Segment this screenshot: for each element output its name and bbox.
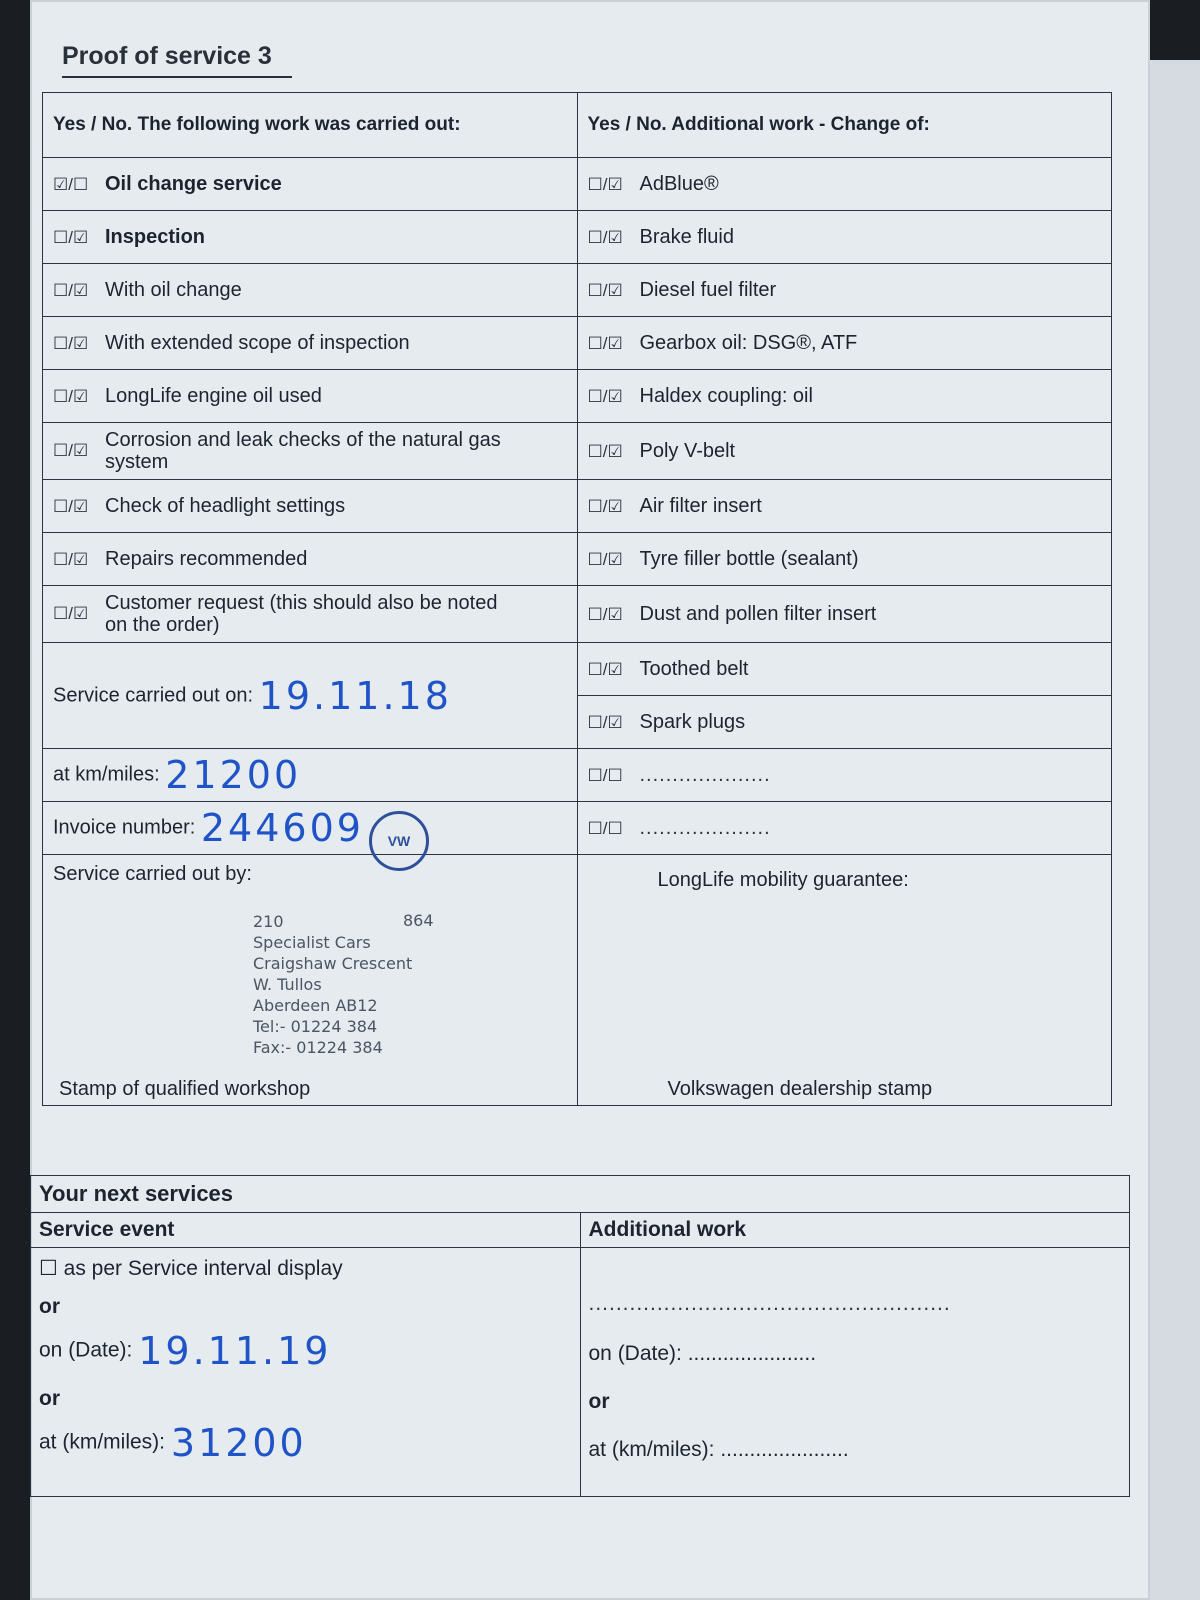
checkbox-pair[interactable]: ☐/☑ xyxy=(53,441,89,461)
work-item-repairs: ☐/☑ Repairs recommended xyxy=(43,533,578,586)
guarantee-label: LongLife mobility guarantee: xyxy=(657,869,909,891)
checkbox-pair[interactable]: ☐/☑ xyxy=(587,604,623,624)
checkbox-pair[interactable]: ☐/☑ xyxy=(53,386,89,406)
work-item-inspection: ☐/☑ Inspection xyxy=(43,211,578,264)
checkbox-pair[interactable]: ☐/☑ xyxy=(587,659,623,679)
checkbox-pair[interactable]: ☐/☑ xyxy=(587,227,623,247)
service-event-cell: ☐ as per Service interval display or on (Date): 19.11.19 or at (km/miles): 31200 xyxy=(31,1248,581,1497)
add-work-toothed-belt: ☐/☑ Toothed belt xyxy=(577,643,1112,696)
workshop-stamp: 210 Specialist Cars Craigshaw Crescent W. Tullos Aberdeen AB12 Tel:- 01224 384 Fax:- 01224 384 xyxy=(253,912,413,1057)
work-item-with-oil-change: ☐/☑ With oil change xyxy=(43,264,578,317)
checkbox-pair[interactable]: ☐/☑ xyxy=(587,386,623,406)
next-services-title: Your next services xyxy=(31,1176,1130,1213)
page-title: Proof of service 3 xyxy=(62,42,272,70)
km-value: 21200 xyxy=(165,753,302,797)
checkbox-pair[interactable]: ☐/☑ xyxy=(587,496,623,516)
invoice-cell: Invoice number: 244609 xyxy=(43,802,578,855)
checkbox-pair[interactable]: ☐/☑ xyxy=(587,333,623,353)
checkbox-pair[interactable]: ☐/☐ xyxy=(587,765,623,785)
checkbox-pair[interactable]: ☐/☑ xyxy=(587,441,623,461)
work-item-extended-scope: ☐/☑ With extended scope of inspection xyxy=(43,317,578,370)
carried-by-label: Service carried out by: xyxy=(53,863,252,885)
add-work-blank-2: ☐/☐ .................... xyxy=(577,802,1112,855)
add-work-air-filter: ☐/☑ Air filter insert xyxy=(577,480,1112,533)
add-work-diesel-filter: ☐/☑ Diesel fuel filter xyxy=(577,264,1112,317)
work-item-headlight: ☐/☑ Check of headlight settings xyxy=(43,480,578,533)
stamp-footer-left: Stamp of qualified workshop xyxy=(59,1078,311,1100)
work-item-oil-change: ☑/☐ Oil change service xyxy=(43,158,578,211)
proof-of-service-table xyxy=(42,92,1112,1106)
workshop-stamp-cell: Service carried out by: VW 210 Specialist Cars Craigshaw Crescent W. Tullos Aberdeen AB12 Tel:- 01224 384 Fax:- 01224 384 864 Stamp of qualified workshop xyxy=(43,855,578,1106)
next-page-edge xyxy=(1150,60,1200,1600)
km-cell: at km/miles: 21200 xyxy=(43,749,578,802)
checkbox-pair[interactable]: ☐/☑ xyxy=(587,174,623,194)
checkbox-pair[interactable]: ☐/☑ xyxy=(53,227,89,247)
checkbox-pair[interactable]: ☐/☑ xyxy=(53,604,89,624)
next-km-value: 31200 xyxy=(170,1421,307,1465)
interval-display-option[interactable]: ☐ as per Service interval display xyxy=(39,1257,343,1280)
right-header: Yes / No. Additional work - Change of: xyxy=(577,93,1112,158)
next-date-value: 19.11.19 xyxy=(138,1329,332,1373)
work-item-customer-request: ☐/☑ Customer request (this should also be noted on the order) xyxy=(43,586,578,643)
additional-work-header: Additional work xyxy=(580,1213,1130,1248)
checkbox-pair[interactable]: ☐/☑ xyxy=(53,280,89,300)
service-date-cell: Service carried out on: 19.11.18 xyxy=(43,643,578,749)
checkbox-pair[interactable]: ☐/☑ xyxy=(53,496,89,516)
checkbox-pair[interactable]: ☐/☑ xyxy=(53,549,89,569)
checkbox-pair[interactable]: ☐/☑ xyxy=(53,333,89,353)
add-work-haldex: ☐/☑ Haldex coupling: oil xyxy=(577,370,1112,423)
invoice-value: 244609 xyxy=(200,806,364,850)
dealer-stamp-cell xyxy=(577,855,1112,1106)
service-event-header: Service event xyxy=(31,1213,581,1248)
work-item-longlife-oil: ☐/☑ LongLife engine oil used xyxy=(43,370,578,423)
add-work-blank-1: ☐/☐ .................... xyxy=(577,749,1112,802)
add-work-spark-plugs: ☐/☑ Spark plugs xyxy=(577,696,1112,749)
add-work-tyre-filler: ☐/☑ Tyre filler bottle (sealant) xyxy=(577,533,1112,586)
additional-work-cell: ..................................................... on (Date): ...................... or at (km/miles): ...................... xyxy=(580,1248,1130,1497)
stamp-footer-right: Volkswagen dealership stamp xyxy=(667,1078,933,1100)
next-services-table xyxy=(30,1175,1130,1497)
add-work-pollen-filter: ☐/☑ Dust and pollen filter insert xyxy=(577,586,1112,643)
add-work-brake-fluid: ☐/☑ Brake fluid xyxy=(577,211,1112,264)
service-date-value: 19.11.18 xyxy=(258,673,452,718)
checkbox-pair[interactable]: ☐/☐ xyxy=(587,818,623,838)
checkbox-pair[interactable]: ☐/☑ xyxy=(587,712,623,732)
add-work-poly-v-belt: ☐/☑ Poly V-belt xyxy=(577,423,1112,480)
checkbox-pair[interactable]: ☐/☑ xyxy=(587,280,623,300)
left-header: Yes / No. The following work was carried out: xyxy=(43,93,578,158)
title-underline xyxy=(62,76,292,78)
work-item-corrosion-checks: ☐/☑ Corrosion and leak checks of the natural gas system xyxy=(43,423,578,480)
vw-logo-stamp: VW xyxy=(369,811,429,871)
checkbox-pair[interactable]: ☑/☐ xyxy=(53,174,89,194)
checkbox-pair[interactable]: ☐/☑ xyxy=(587,549,623,569)
add-work-adblue: ☐/☑ AdBlue® xyxy=(577,158,1112,211)
add-work-gearbox-oil: ☐/☑ Gearbox oil: DSG®, ATF xyxy=(577,317,1112,370)
